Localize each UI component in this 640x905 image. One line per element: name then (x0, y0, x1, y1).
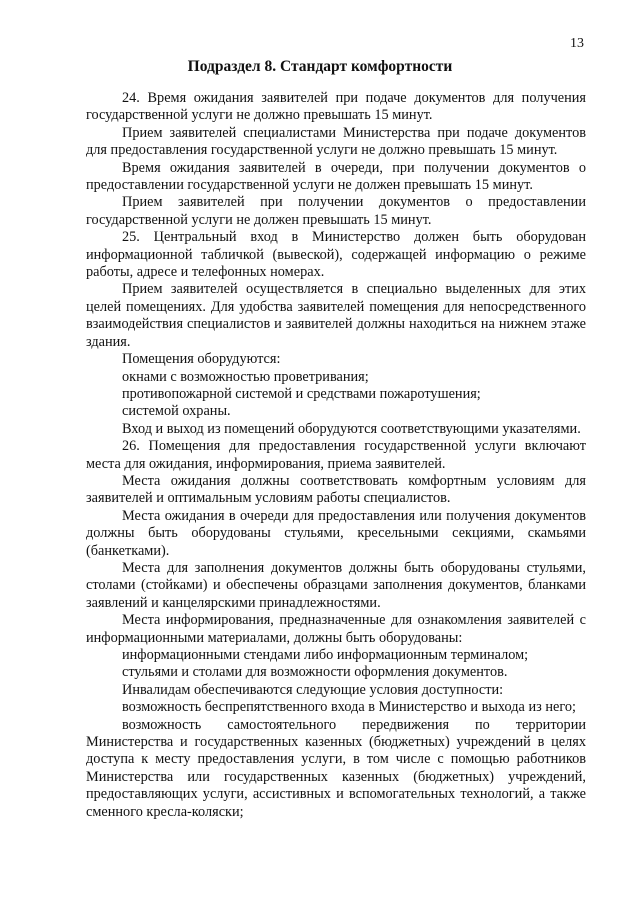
paragraph-25: 25. Центральный вход в Министерство должен быть оборудован информационной табличкой (вывеской), содержащей информацию о режиме работы, адресе и телефонных номерах. (86, 229, 586, 281)
list-item-security: системой охраны. (122, 403, 231, 420)
list-item-free-entry: возможность беспрепятственного входа в Министерство и выхода из него; (122, 699, 576, 716)
list-item-info-stands: информационными стендами либо информационным терминалом; (122, 647, 529, 663)
page-number: 13 (570, 36, 584, 51)
paragraph-waiting-places: Места ожидания должны соответствовать комфортным условиям для заявителей и оптимальным условиям работы специалистов. (86, 472, 586, 507)
paragraph-issue-time: Прием заявителей при получении документов о предоставлении государственной услуги не должен превышать 15 минут. (86, 194, 586, 228)
list-item-chairs-tables: стульями и столами для возможности оформления документов. (122, 664, 508, 681)
paragraph-info-places: Места информирования, предназначенные для ознакомления заявителей с информационными материалами, должны быть оборудованы: (86, 612, 586, 646)
list-intro-premises: Помещения оборудуются: (122, 351, 281, 368)
list-item-fire-system: противопожарной системой и средствами пожаротушения; (122, 385, 481, 402)
body-text (86, 90, 586, 821)
subsection-heading: Подраздел 8. Стандарт комфортности (187, 58, 453, 75)
list-item-windows: окнами с возможностью проветривания; (122, 368, 369, 385)
paragraph-24: 24. Время ожидания заявителей при подаче документов для получения государственной услуги не должно превышать 15 минут. (86, 90, 586, 124)
paragraph-accessibility-intro: Инвалидам обеспечиваются следующие условия доступности: (122, 681, 504, 698)
list-item-movement: возможность самостоятельного передвижения по территории Министерства и государственных казенных (бюджетных) учреждений в целях доступа к месту предоставления услуги, в том числе с помощью работников Министерства или государственных казенных (бюджетных) учреждений, предоставляющих услуги, ассистивных и вспомогательных технологий, а также сменного кресла-коляски; (86, 716, 586, 820)
paragraph-form-places: Места для заполнения документов должны быть оборудованы стульями, столами (стойками) и обеспечены образцами заполнения документов, бланками заявлений и канцелярскими принадлежностями. (86, 559, 586, 611)
paragraph-26: 26. Помещения для предоставления государственной услуги включают места для ожидания, информирования, приема заявителей. (86, 438, 586, 472)
paragraph-reception-time: Прием заявителей специалистами Министерства при подаче документов для предоставления государственной услуги не должно превышать 15 минут. (86, 124, 586, 159)
paragraph-reception-premises: Прием заявителей осуществляется в специально выделенных для этих целей помещениях. Для удобства заявителей помещения для непосредственного взаимодействия специалистов и заявителей должны находиться на нижнем этаже здания. (86, 281, 586, 350)
paragraph-signs: Вход и выход из помещений оборудуются соответствующими указателями. (122, 420, 581, 437)
paragraph-queue-time: Время ожидания заявителей в очереди, при получении документов о предоставлении государственной услуги не должен превышать 15 минут. (86, 159, 586, 194)
paragraph-queue-places: Места ожидания в очереди для предоставления или получения документов должны быть оборудованы стульями, кресельными секциями, скамьями (банкетками). (86, 507, 586, 559)
